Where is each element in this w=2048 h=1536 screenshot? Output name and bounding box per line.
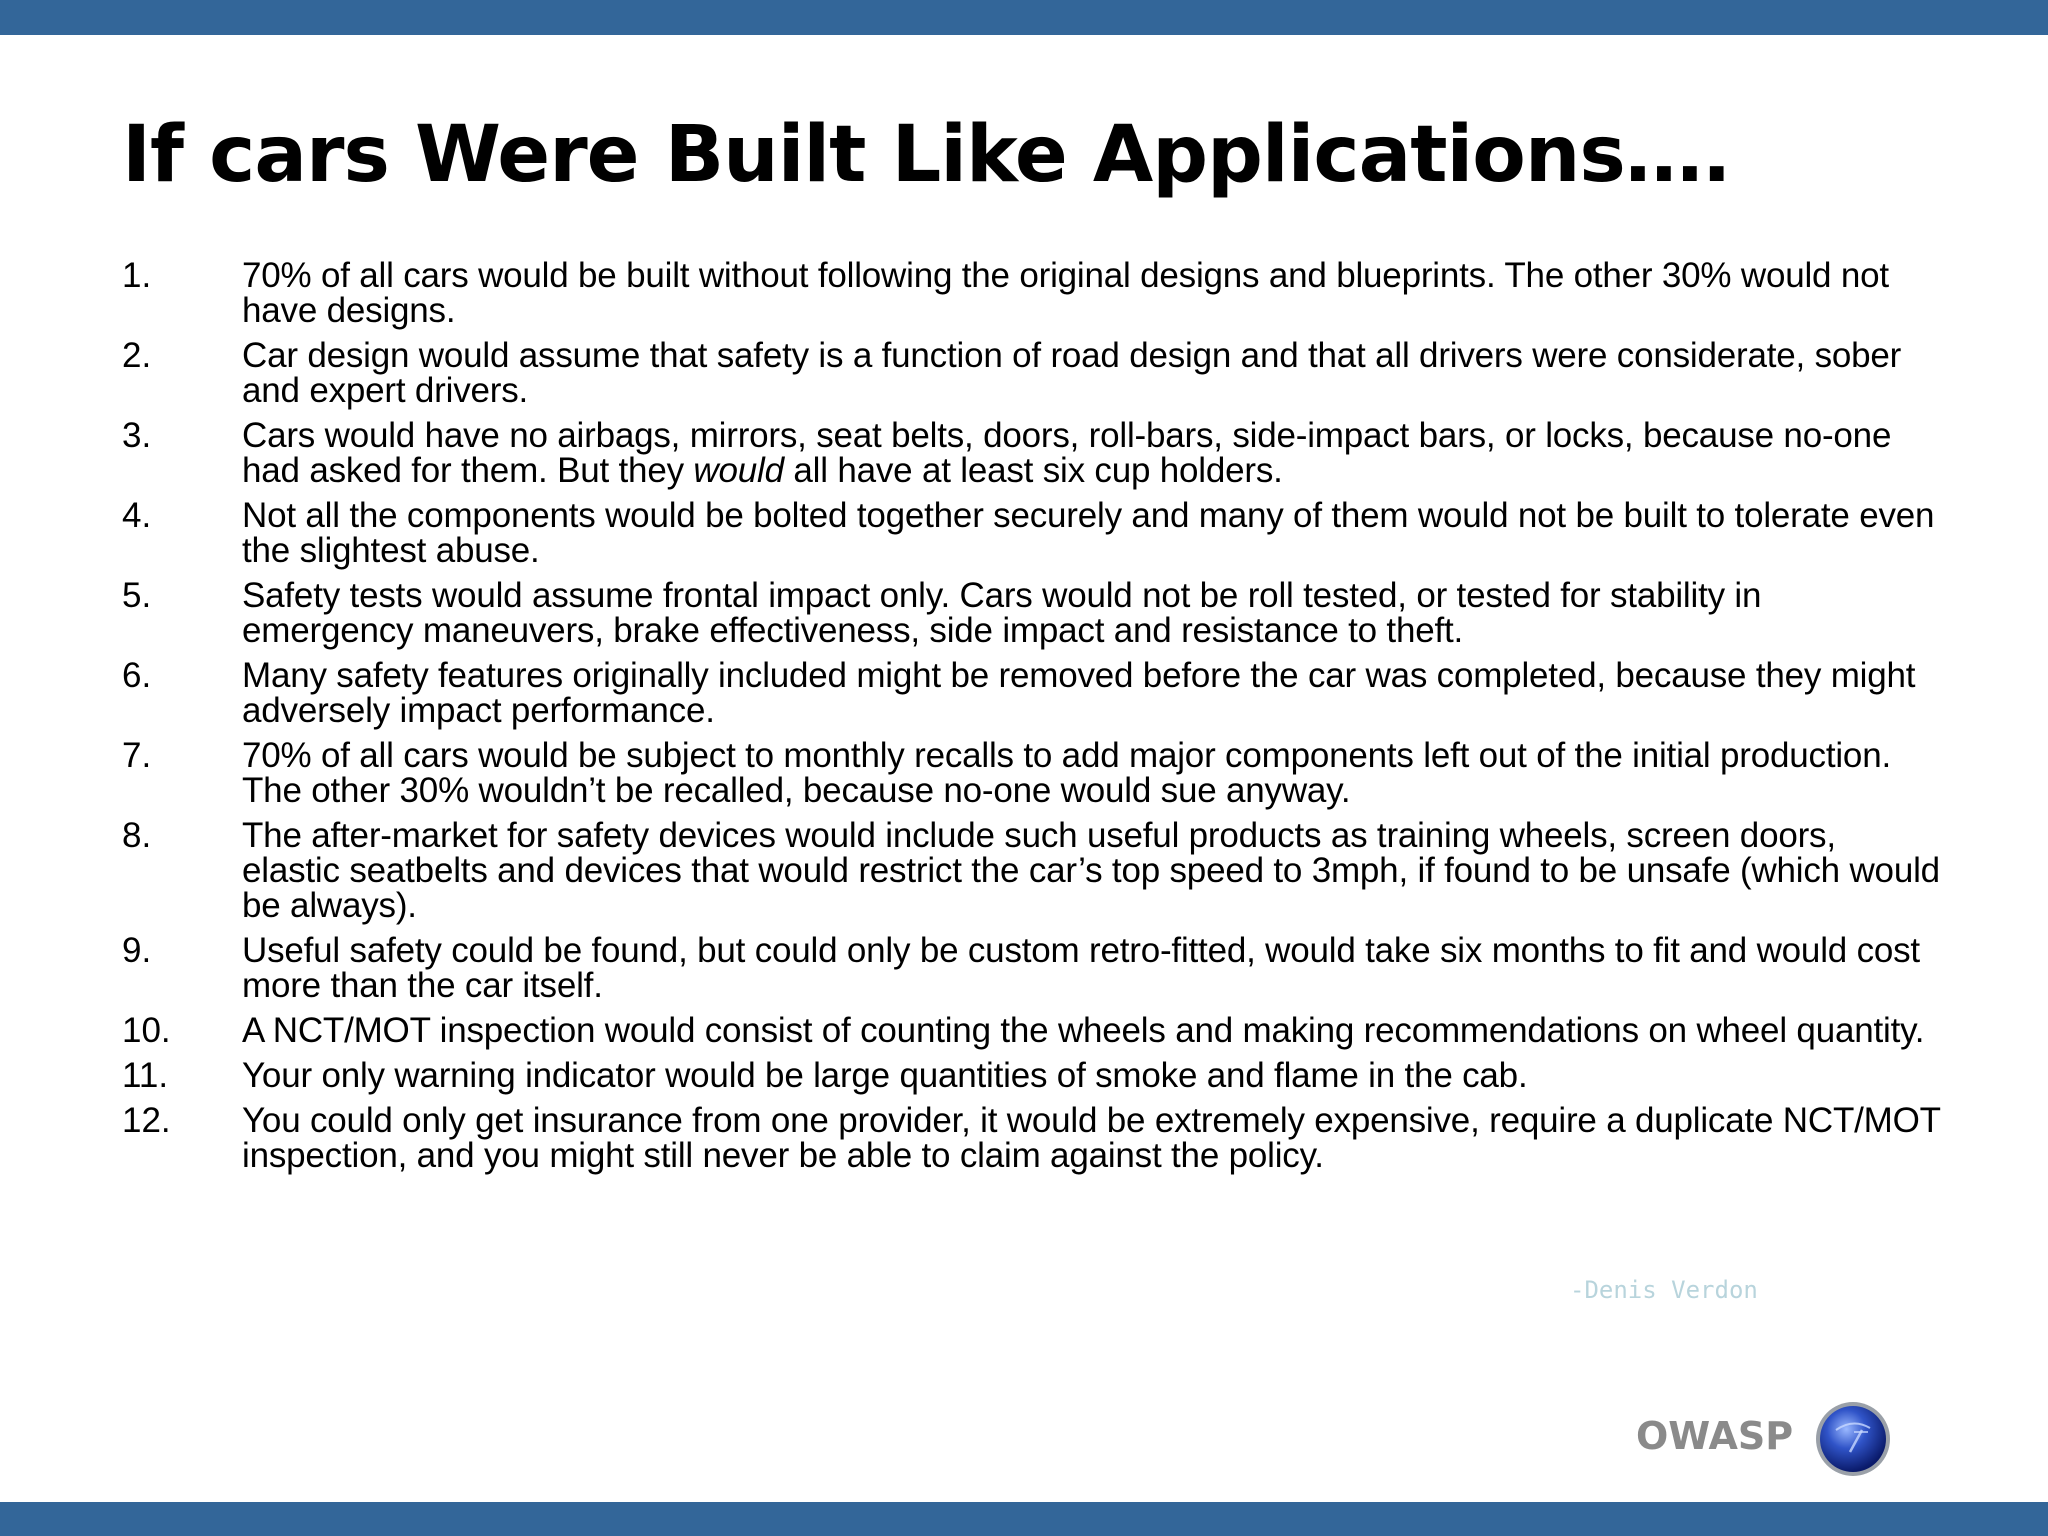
item-text: You could only get insurance from one provider, it would be extremely expensive, require a duplicate NCT/MOT inspection, and you might still never be able to claim against the policy. xyxy=(242,1101,1941,1175)
list-item xyxy=(122,1103,1942,1173)
list-item xyxy=(122,658,1942,728)
item-text: Useful safety could be found, but could only be custom retro-fitted, would take six months to fit and would cost more than the car itself. xyxy=(242,931,1920,1005)
item-number: 5. xyxy=(122,576,152,615)
item-text: The after-market for safety devices would include such useful products as training wheels, screen doors, elastic seatbelts and devices that would restrict the car’s top speed to 3mph, if found to be unsafe (which would be always). xyxy=(242,816,1940,925)
item-text: 70% of all cars would be subject to monthly recalls to add major components left out of the initial production. The other 30% wouldn’t be recalled, because no-one would sue anyway. xyxy=(242,736,1891,810)
item-text: Your only warning indicator would be large quantities of smoke and flame in the cab. xyxy=(242,1056,1528,1095)
item-text-before: Cars would have no airbags, mirrors, seat belts, doors, roll-bars, side-impact bars, or locks, because no-one had asked for them. But they xyxy=(242,416,1892,490)
list-item xyxy=(122,338,1942,408)
item-text: Many safety features originally included might be removed before the car was completed, because they might adversely impact performance. xyxy=(242,656,1916,730)
item-text: 70% of all cars would be built without following the original designs and blueprints. The other 30% would not have designs. xyxy=(242,256,1889,330)
list-item xyxy=(122,258,1942,328)
list-item xyxy=(122,578,1942,648)
item-number: 2. xyxy=(122,336,152,375)
item-number: 12. xyxy=(122,1101,171,1140)
item-text: Safety tests would assume frontal impact only. Cars would not be roll tested, or tested for stability in emergency maneuvers, brake effectiveness, side impact and resistance to theft. xyxy=(242,576,1762,650)
item-text-after: all have at least six cup holders. xyxy=(783,451,1283,490)
item-text xyxy=(242,418,1942,488)
quote-attribution: -Denis Verdon xyxy=(1570,1276,1758,1304)
item-number: 11. xyxy=(122,1056,169,1095)
item-text: Car design would assume that safety is a function of road design and that all drivers were considerate, sober and expert drivers. xyxy=(242,336,1902,410)
top-banner-bar xyxy=(0,0,2048,35)
list-item xyxy=(122,818,1942,923)
list-item xyxy=(122,738,1942,808)
item-number: 6. xyxy=(122,656,152,695)
bottom-banner-bar xyxy=(0,1502,2048,1536)
item-number: 4. xyxy=(122,496,152,535)
list-item xyxy=(122,498,1942,568)
list-item xyxy=(122,1058,1942,1093)
item-number: 3. xyxy=(122,416,152,455)
item-text-emphasis: would xyxy=(693,451,784,490)
numbered-list xyxy=(122,258,1942,1183)
item-text: A NCT/MOT inspection would consist of counting the wheels and making recommendations on wheel quantity. xyxy=(242,1011,1925,1050)
slide-title: If cars Were Built Like Applications…. xyxy=(122,110,1731,200)
item-number: 7. xyxy=(122,736,152,775)
owasp-globe-icon xyxy=(1814,1400,1892,1478)
list-item xyxy=(122,933,1942,1003)
item-text: Not all the components would be bolted together securely and many of them would not be built to tolerate even the slightest abuse. xyxy=(242,496,1935,570)
list-item xyxy=(122,1013,1942,1048)
list-item xyxy=(122,418,1942,488)
item-number: 9. xyxy=(122,931,152,970)
item-number: 10. xyxy=(122,1011,171,1050)
owasp-logo-text: OWASP xyxy=(1636,1414,1794,1458)
item-number: 1. xyxy=(122,256,152,295)
item-number: 8. xyxy=(122,816,152,855)
